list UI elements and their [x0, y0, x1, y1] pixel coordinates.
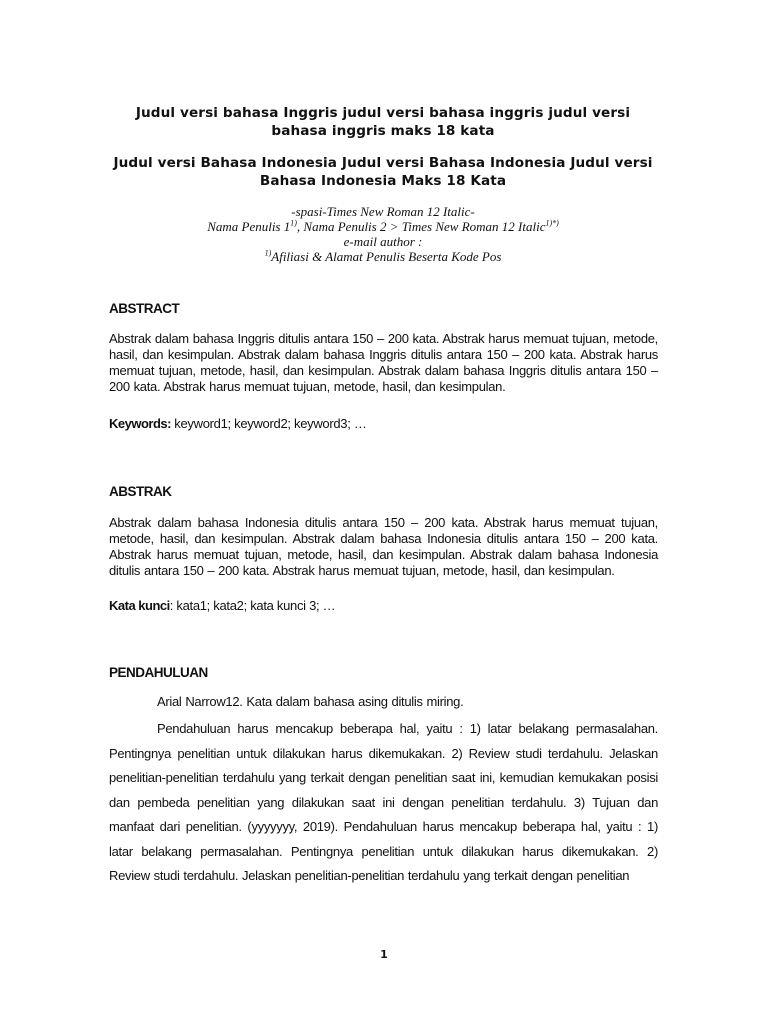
author-line: [108, 220, 658, 234]
abstrak-text: Abstrak dalam bahasa Indonesia ditulis antara 150 – 200 kata. Abstrak harus memuat tujuan, metode, hasil, dan kesimpulan. Abstrak dalam bahasa Indonesia ditulis antara 150 – 200 kata. Abstrak harus memuat tujuan, metode, hasil, dan kesimpulan. Abstrak dalam bahasa Indonesia ditulis antara 150 – 200 kata. Abstrak harus memuat tujuan, metode, hasil, dan kesimpulan.: [109, 515, 658, 578]
pendahuluan-heading: PENDAHULUAN: [109, 665, 208, 680]
keywords-values: keyword1; keyword2; keyword3; …: [170, 416, 367, 431]
affiliation-text: Afiliasi & Alamat Penulis Beserta Kode Pos: [271, 249, 502, 264]
abstrak-keywords: [109, 598, 658, 614]
author-a-superscript: 1): [290, 218, 297, 228]
abstrak-heading: ABSTRAK: [109, 484, 172, 499]
kata-kunci-label: Kata kunci: [109, 598, 170, 613]
author-names-b: , Nama Penulis 2 > Times New Roman 12 Italic: [296, 219, 546, 234]
affiliation-superscript: 1): [264, 248, 272, 258]
affiliation-line: [108, 250, 658, 264]
kata-kunci-values: : kata1; kata2; kata kunci 3; …: [169, 598, 336, 613]
page-number: 1: [380, 948, 388, 961]
pendahuluan-paragraph-2: Pendahuluan harus mencakup beberapa hal, yaitu : 1) latar belakang permasalahan. Pentingnya penelitian untuk dilakukan harus dikemukakan. 2) Review studi terdahulu. Jelaskan penelitian-penelitian terdahulu yang terkait dengan penelitian saat ini, kemudian kemukakan posisi dan pembeda penelitian yang dilakukan saat ini dengan penelitian terdahulu. 3) Tujuan dan manfaat dari penelitian. (yyyyyyy, 2019). Pendahuluan harus mencakup beberapa hal, yaitu : 1) latar belakang permasalahan. Pentingnya penelitian untuk dilakukan harus dikemukakan. 2) Review studi terdahulu. Jelaskan penelitian-penelitian terdahulu yang terkait dengan penelitian: [109, 721, 658, 883]
author-names-a: Nama Penulis 1: [207, 219, 291, 234]
abstract-heading: ABSTRACT: [109, 301, 180, 316]
spacing-note: -spasi-Times New Roman 12 Italic-: [291, 204, 475, 219]
title-english: Judul versi bahasa Inggris judul versi bahasa inggris judul versi bahasa inggris maks 18 kata: [135, 105, 631, 139]
abstract-keywords: [109, 416, 658, 432]
keywords-label: Keywords:: [109, 416, 171, 431]
abstract-text: Abstrak dalam bahasa Inggris ditulis antara 150 – 200 kata. Abstrak harus memuat tujuan, metode, hasil, dan kesimpulan. Abstrak dalam bahasa Inggris ditulis antara 150 – 200 kata. Abstrak harus memuat tujuan, metode, hasil, dan kesimpulan. Abstrak dalam bahasa Inggris ditulis antara 150 – 200 kata. Abstrak harus memuat tujuan, metode, hasil, dan kesimpulan.: [109, 331, 658, 394]
title-indonesian: Judul versi Bahasa Indonesia Judul versi Bahasa Indonesia Judul versi Bahasa Indonesia Maks 18 Kata: [113, 155, 653, 189]
pendahuluan-paragraph-1: Arial Narrow12. Kata dalam bahasa asing ditulis miring.: [157, 694, 464, 709]
author-b-superscript: 1)*): [545, 218, 559, 228]
email-line: e-mail author :: [343, 234, 423, 249]
